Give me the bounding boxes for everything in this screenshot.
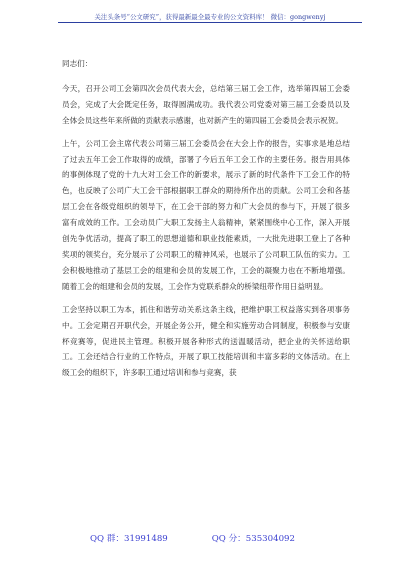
paragraph-2: 上午，公司工会主席代表公司第三届工会委员会在大会上作的报告，实事求是地总结了过去五年工会工作取得的成绩，部署了今后五年工会工作的主要任务。报告用具体的事例体现了党的十九大对工会工作的新要求，展示了新的时代条件下工会工作的特色，也反映了公司广大工会干部根据职工群众的期待所作出的贡献。公司工会和各基层工会在各级党组织的领导下，在工会干部的努力和广大会员的参与下，开展了很多富有成效的工作。工会动员广大职工发扬主人翁精神，紧紧围绕中心工作，深入开展创先争优活动，提高了职工的思想道德和职业技能素质，一大批先进职工登上了各种奖项的领奖台，充分展示了公司职工的精神风采，也展示了公司职工队伍的实力。工会积极地推动了基层工会的组建和会员的发展工作，工会的凝聚力也在不断地增强。随着工会的组建和会员的发展，工会作为党联系群众的桥梁纽带作用日益明显。 xyxy=(62,138,350,291)
footer-qq-alt: QQ 分：535304092 xyxy=(211,534,295,544)
header-banner: 关注头条号“公文研究”，获得最新最全最专业的公文资料库！ 微信：gongwenyj xyxy=(94,13,326,21)
footer-contact xyxy=(90,532,320,544)
header-divider xyxy=(58,22,362,23)
greeting: 同志们： xyxy=(62,59,93,68)
paragraph-1: 今天，召开公司工会第四次会员代表大会，总结第三届工会工作，选举第四届工会委员会，完成了大会既定任务，取得圆满成功。我代表公司党委对第三届工会委员以及全体会员这些年来所做的贡献表示感谢，也对新产生的第四届工会委员会表示祝贺。 xyxy=(62,83,350,125)
footer-qq-group: QQ 群：31991489 xyxy=(90,534,168,544)
document-body xyxy=(62,56,350,388)
paragraph-3: 工会坚持以职工为本，抓住和谐劳动关系这条主线，把维护职工权益落实到各项事务中。工会定期召开职代会，开展企务公开，健全和实施劳动合同制度，积极参与安康杯竞赛等，促进民主管理。积极开展各种形式的送温暖活动，把企业的关怀送给职工。工会还结合行业的工作特点，开展了职工技能培训和丰富多彩的文体活动。在上级工会的组织下，许多职工通过培训和参与竞赛，获 xyxy=(62,304,350,378)
